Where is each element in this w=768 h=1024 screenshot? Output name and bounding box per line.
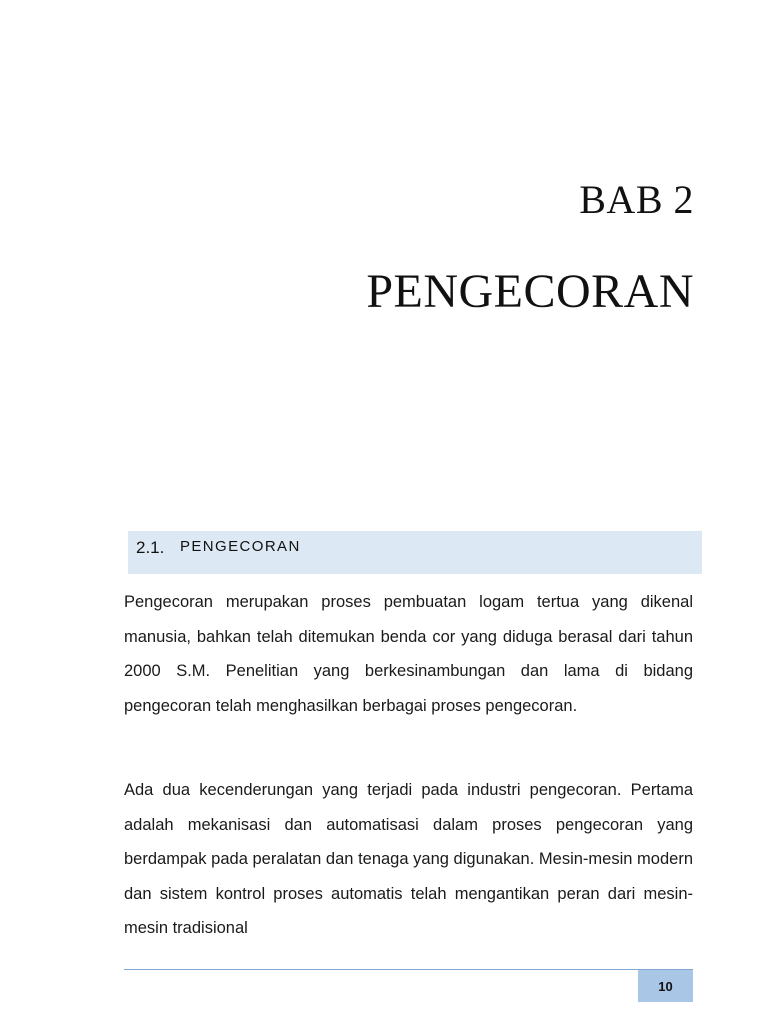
section-heading <box>128 531 702 574</box>
section-number: 2.1. <box>136 538 165 557</box>
page-number: 10 <box>638 970 693 1002</box>
body-paragraph: Ada dua kecenderungan yang terjadi pada industri pengecoran. Pertama adalah mekanisasi dan automatisasi dalam proses pengecoran yang berdampak pada peralatan dan tenaga yang digunakan. Mesin-mesin modern dan sistem kontrol proses automatis telah mengantikan peran dari mesin-mesin tradisional <box>124 781 693 937</box>
section-title: PENGECORAN <box>180 538 301 555</box>
chapter-title: PENGECORAN <box>366 265 694 318</box>
chapter-label: BAB 2 <box>579 177 694 222</box>
body-paragraph: Pengecoran merupakan proses pembuatan logam tertua yang dikenal manusia, bahkan telah ditemukan benda cor yang diduga berasal dari tahun 2000 S.M. Penelitian yang berkesinambungan dan lama di bidang pengecoran telah menghasilkan berbagai proses pengecoran. <box>124 593 693 715</box>
footer-divider <box>124 969 693 970</box>
